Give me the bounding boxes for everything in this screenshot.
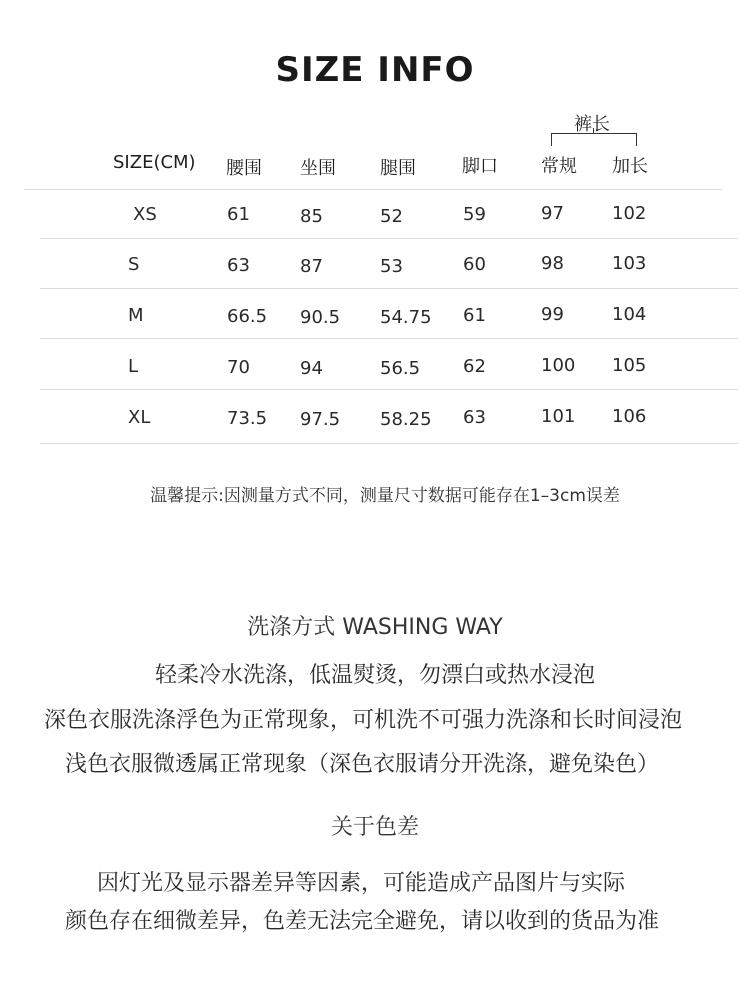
row-long: 106 xyxy=(612,406,647,427)
row-waist: 70 xyxy=(227,357,250,378)
row-size: XS xyxy=(133,204,157,225)
row-divider xyxy=(40,288,738,289)
row-hip: 87 xyxy=(300,256,323,277)
row-long: 103 xyxy=(612,253,647,274)
row-size: S xyxy=(128,254,140,275)
row-divider xyxy=(40,338,738,339)
header-divider xyxy=(24,189,722,190)
row-regular: 100 xyxy=(541,355,576,376)
row-waist: 63 xyxy=(227,255,250,276)
page-title: SIZE INFO xyxy=(275,50,475,90)
row-hip: 94 xyxy=(300,358,323,379)
color-difference-line: 因灯光及显示器差异等因素，可能造成产品图片与实际 xyxy=(96,871,625,896)
row-leg-opening: 62 xyxy=(463,356,486,377)
row-divider xyxy=(40,238,738,239)
row-size: L xyxy=(128,356,139,377)
row-leg-opening: 59 xyxy=(463,204,486,225)
row-thigh: 52 xyxy=(380,206,403,227)
measurement-tip: 温馨提示:因测量方式不同，测量尺寸数据可能存在1–3cm误差 xyxy=(150,486,620,506)
row-thigh: 56.5 xyxy=(380,358,421,379)
row-leg-opening: 63 xyxy=(463,407,486,428)
header-hip: 坐围 xyxy=(300,158,336,179)
row-hip: 90.5 xyxy=(300,307,341,328)
row-thigh: 58.25 xyxy=(380,409,432,430)
row-regular: 99 xyxy=(541,304,564,325)
washing-line: 浅色衣服微透属正常现象（深色衣服请分开洗涤，避免染色） xyxy=(64,752,659,777)
pants-length-group-label: 裤长 xyxy=(574,114,610,135)
row-size: M xyxy=(128,305,144,326)
group-bracket xyxy=(551,133,637,146)
row-thigh: 53 xyxy=(380,256,403,277)
row-regular: 98 xyxy=(541,253,564,274)
row-regular: 97 xyxy=(541,203,564,224)
row-divider xyxy=(40,389,738,390)
row-leg-opening: 61 xyxy=(463,305,486,326)
table-bottom-divider xyxy=(40,443,738,444)
row-waist: 61 xyxy=(227,204,250,225)
washing-line: 深色衣服洗涤浮色为正常现象，可机洗不可强力洗涤和长时间浸泡 xyxy=(43,708,682,733)
header-regular: 常规 xyxy=(541,156,577,177)
header-leg-opening: 脚口 xyxy=(462,156,498,177)
color-difference-title: 关于色差 xyxy=(330,815,419,840)
row-hip: 97.5 xyxy=(300,409,341,430)
row-hip: 85 xyxy=(300,206,323,227)
color-difference-line: 颜色存在细微差异，色差无法完全避免，请以收到的货品为准 xyxy=(64,909,659,934)
washing-title: 洗涤方式 WASHING WAY xyxy=(247,615,503,640)
row-waist: 73.5 xyxy=(227,408,268,429)
header-long: 加长 xyxy=(612,156,648,177)
header-thigh: 腿围 xyxy=(380,158,416,179)
row-size: XL xyxy=(128,407,151,428)
row-thigh: 54.75 xyxy=(380,307,432,328)
row-long: 104 xyxy=(612,304,647,325)
header-size: SIZE(CM) xyxy=(113,152,196,173)
row-leg-opening: 60 xyxy=(463,254,486,275)
row-waist: 66.5 xyxy=(227,306,268,327)
row-regular: 101 xyxy=(541,406,576,427)
header-waist: 腰围 xyxy=(226,158,262,179)
row-long: 105 xyxy=(612,355,647,376)
row-long: 102 xyxy=(612,203,647,224)
washing-line: 轻柔冷水洗涤，低温熨烫，勿漂白或热水浸泡 xyxy=(154,663,595,688)
